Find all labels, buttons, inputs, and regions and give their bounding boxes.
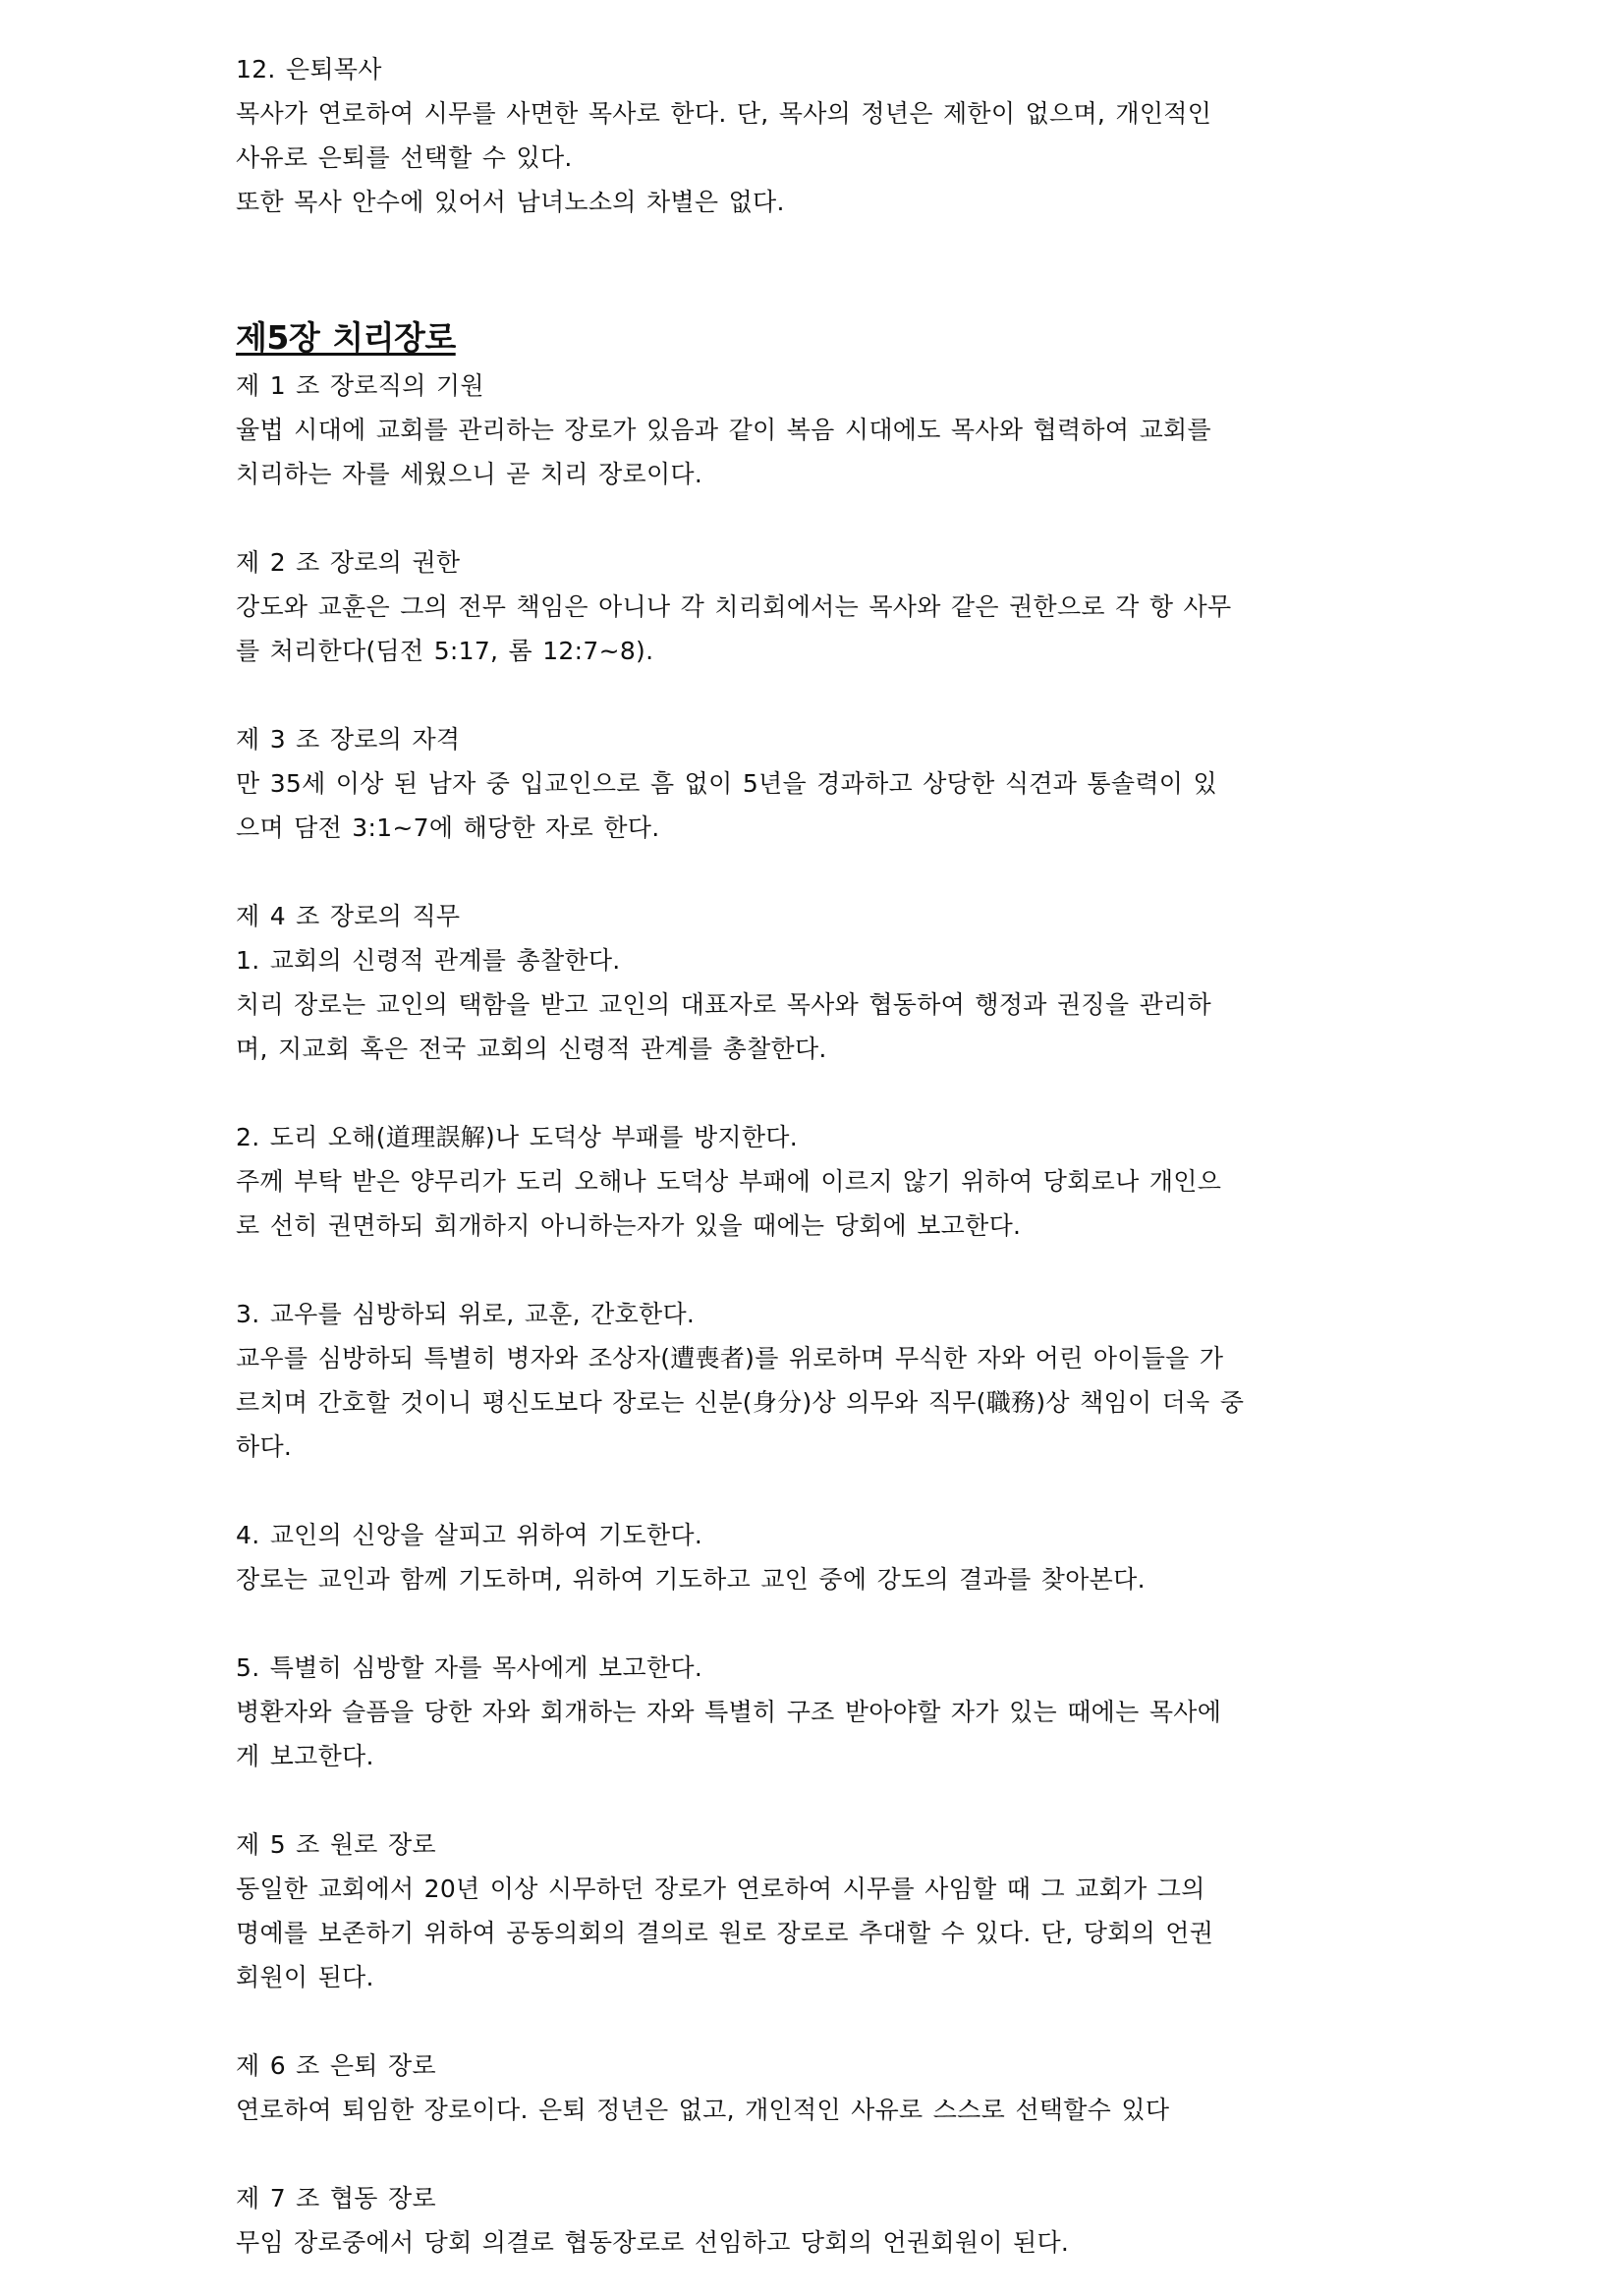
text-line: 르치며 간호할 것이니 평신도보다 장로는 신분(身分)상 의무와 직무(職務)상 책임이 더욱 중 bbox=[236, 1388, 1245, 1417]
text-line: 강도와 교훈은 그의 전무 책임은 아니나 각 치리회에서는 목사와 같은 권한으로 각 항 사무 bbox=[236, 592, 1232, 621]
spacer bbox=[236, 1601, 1409, 1646]
spacer bbox=[236, 1999, 1409, 2044]
list-item-heading: 2. 도리 오해(道理誤解)나 도덕상 부패를 방지한다. bbox=[236, 1123, 798, 1151]
document-body bbox=[236, 47, 1409, 2265]
text-line: 교우를 심방하되 특별히 병자와 조상자(遭喪者)를 위로하며 무식한 자와 어린 아이들을 가 bbox=[236, 1344, 1224, 1372]
chapter-title: 제5장 치리장로 bbox=[236, 318, 456, 357]
text-line: 장로는 교인과 함께 기도하며, 위하여 기도하고 교인 중에 강도의 결과를 찾아본다. bbox=[236, 1565, 1146, 1594]
spacer bbox=[236, 850, 1409, 894]
list-item-heading: 4. 교인의 신앙을 살피고 위하여 기도한다. bbox=[236, 1521, 703, 1549]
spacer bbox=[236, 224, 1409, 312]
text-line: 를 처리한다(딤전 5:17, 롬 12:7~8). bbox=[236, 637, 654, 665]
article-heading: 제 5 조 원로 장로 bbox=[236, 1830, 436, 1859]
spacer bbox=[236, 1071, 1409, 1115]
text-line: 게 보고한다. bbox=[236, 1742, 374, 1770]
article-heading: 제 2 조 장로의 권한 bbox=[236, 548, 461, 577]
text-line: 목사가 연로하여 시무를 사면한 목사로 한다. 단, 목사의 정년은 제한이 없으며, 개인적인 bbox=[236, 99, 1212, 128]
spacer bbox=[236, 1248, 1409, 1292]
list-item-heading: 5. 특별히 심방할 자를 목사에게 보고한다. bbox=[236, 1653, 703, 1682]
spacer bbox=[236, 1778, 1409, 1822]
spacer bbox=[236, 2132, 1409, 2176]
spacer bbox=[236, 1469, 1409, 1513]
text-line: 주께 부탁 받은 양무리가 도리 오해나 도덕상 부패에 이르지 않기 위하여 당회로나 개인으 bbox=[236, 1167, 1222, 1196]
text-line: 무임 장로중에서 당회 의결로 협동장로로 선임하고 당회의 언권회원이 된다. bbox=[236, 2228, 1070, 2257]
article-heading: 제 6 조 은퇴 장로 bbox=[236, 2051, 436, 2080]
article-heading: 제 7 조 협동 장로 bbox=[236, 2184, 436, 2212]
article-heading: 제 1 조 장로직의 기원 bbox=[236, 371, 484, 400]
spacer bbox=[236, 673, 1409, 717]
spacer bbox=[236, 496, 1409, 540]
text-line: 로 선히 권면하되 회개하지 아니하는자가 있을 때에는 당회에 보고한다. bbox=[236, 1211, 1022, 1240]
text-line: 병환자와 슬픔을 당한 자와 회개하는 자와 특별히 구조 받아야할 자가 있는 때에는 목사에 bbox=[236, 1698, 1222, 1726]
list-item-heading: 3. 교우를 심방하되 위로, 교훈, 간호한다. bbox=[236, 1300, 696, 1328]
text-line: 명예를 보존하기 위하여 공동의회의 결의로 원로 장로로 추대할 수 있다. 단, 당회의 언권 bbox=[236, 1919, 1214, 1947]
text-line: 율법 시대에 교회를 관리하는 장로가 있음과 같이 복음 시대에도 목사와 협력하여 교회를 bbox=[236, 416, 1211, 444]
text-line: 치리하는 자를 세웠으니 곧 치리 장로이다. bbox=[236, 460, 703, 488]
article-heading: 제 4 조 장로의 직무 bbox=[236, 902, 461, 930]
list-item-heading: 1. 교회의 신령적 관계를 총찰한다. bbox=[236, 946, 621, 975]
text-line: 또한 목사 안수에 있어서 남녀노소의 차별은 없다. bbox=[236, 188, 785, 216]
text-line: 사유로 은퇴를 선택할 수 있다. bbox=[236, 143, 573, 172]
text-line: 만 35세 이상 된 남자 중 입교인으로 흠 없이 5년을 경과하고 상당한 식견과 통솔력이 있 bbox=[236, 769, 1217, 798]
text-line: 동일한 교회에서 20년 이상 시무하던 장로가 연로하여 시무를 사임할 때 그 교회가 그의 bbox=[236, 1875, 1205, 1903]
article-heading: 제 3 조 장로의 자격 bbox=[236, 725, 461, 754]
section-heading: 12. 은퇴목사 bbox=[236, 55, 382, 84]
text-line: 하다. bbox=[236, 1432, 293, 1461]
text-line: 회원이 된다. bbox=[236, 1963, 374, 1991]
text-line: 치리 장로는 교인의 택함을 받고 교인의 대표자로 목사와 협동하여 행정과 권징을 관리하 bbox=[236, 990, 1211, 1019]
text-line: 며, 지교회 혹은 전국 교회의 신령적 관계를 총찰한다. bbox=[236, 1035, 827, 1063]
text-line: 연로하여 퇴임한 장로이다. 은퇴 정년은 없고, 개인적인 사유로 스스로 선택할수 있다 bbox=[236, 2096, 1170, 2124]
text-line: 으며 담전 3:1~7에 해당한 자로 한다. bbox=[236, 813, 660, 842]
